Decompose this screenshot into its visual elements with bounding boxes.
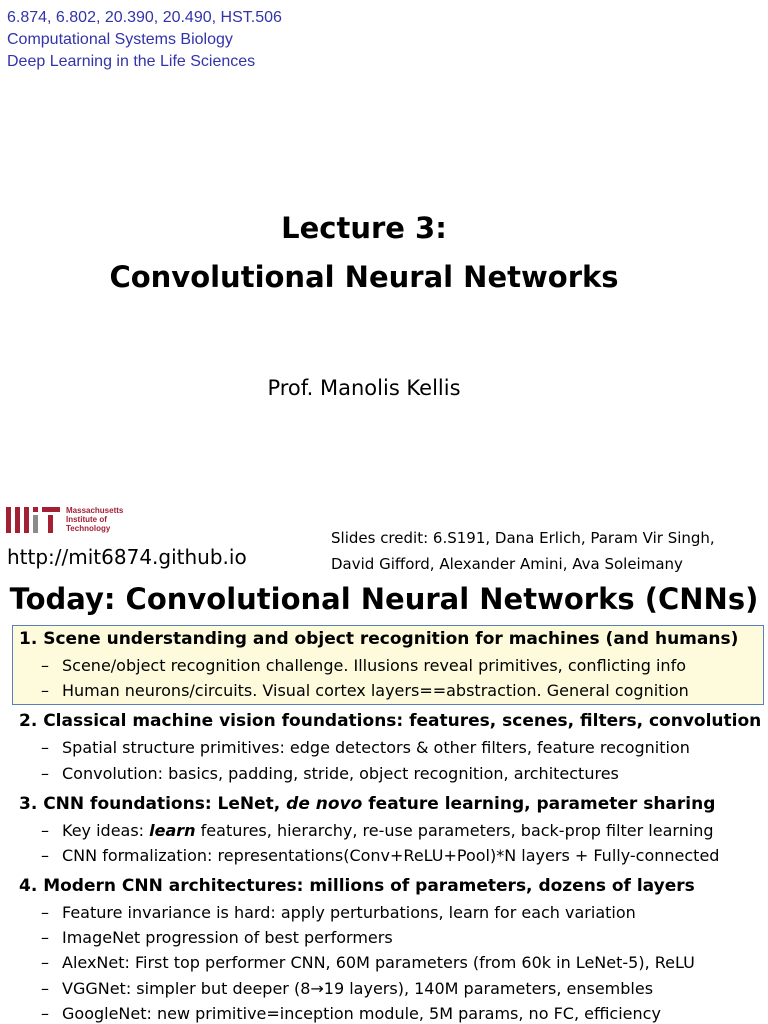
mit-wordmark-line: Technology — [66, 524, 111, 533]
heading-text: 3. CNN foundations: LeNet, — [19, 794, 287, 814]
bullet-item: – Scene/object recognition challenge. Illusions reveal primitives, conflicting info — [41, 656, 686, 675]
outline-title: Today: Convolutional Neural Networks (CNNs) — [9, 582, 759, 616]
bullet-item: – VGGNet: simpler but deeper (8→19 layers), 140M parameters, ensembles — [41, 979, 654, 998]
bullet-item: – Feature invariance is hard: apply perturbations, learn for each variation — [41, 903, 636, 922]
credit-line: Slides credit: 6.S191, Dana Erlich, Param Vir Singh, — [331, 529, 715, 547]
bullet-text: Human neurons/circuits. Visual cortex layers==abstraction. General cognition — [62, 681, 689, 700]
mit-wordmark-line: Massachusetts — [66, 506, 124, 515]
section-heading-3 — [19, 792, 715, 816]
bullet-text: CNN formalization: representations(Conv+ReLU+Pool)*N layers + Fully-connected — [62, 846, 720, 865]
heading-emphasis: de novo — [286, 794, 363, 814]
bullet-item: – ImageNet progression of best performers — [41, 928, 393, 947]
section-heading-2: 2. Classical machine vision foundations: features, scenes, filters, convolution — [19, 711, 762, 731]
course-url: http://mit6874.github.io — [7, 545, 247, 569]
bullet-text: AlexNet: First top performer CNN, 60M parameters (from 60k in LeNet-5), ReLU — [62, 953, 695, 972]
mit-logo-icon — [6, 507, 60, 533]
bullet-item: – Human neurons/circuits. Visual cortex layers==abstraction. General cognition — [41, 681, 689, 700]
section-heading-4: 4. Modern CNN architectures: millions of parameters, dozens of layers — [19, 876, 695, 896]
slide-outline — [0, 576, 768, 1024]
bullet-item: – Spatial structure primitives: edge detectors & other filters, feature recognition — [41, 738, 690, 757]
mit-wordmark — [66, 506, 123, 533]
section-heading-1: 1. Scene understanding and object recognition for machines (and humans) — [19, 629, 739, 649]
lecture-title: Convolutional Neural Networks — [109, 260, 619, 294]
mit-logo — [6, 506, 123, 533]
bullet-text: Scene/object recognition challenge. Illusions reveal primitives, conflicting info — [62, 656, 686, 675]
course-name-1: Computational Systems Biology — [7, 31, 233, 48]
bullet-item: – CNN formalization: representations(Conv+ReLU+Pool)*N layers + Fully-connected — [41, 846, 720, 865]
bullet-text: VGGNet: simpler but deeper (8→19 layers), 140M parameters, ensembles — [62, 979, 654, 998]
bullet-emphasis: learn — [149, 821, 196, 840]
course-codes: 6.874, 6.802, 20.390, 20.490, HST.506 — [7, 9, 282, 26]
credit-line: David Gifford, Alexander Amini, Ava Soleimany — [331, 555, 683, 573]
bullet-item: – AlexNet: First top performer CNN, 60M parameters (from 60k in LeNet-5), ReLU — [41, 953, 695, 972]
bullet-item: – GoogleNet: new primitive=inception module, 5M params, no FC, efficiency — [41, 1004, 661, 1023]
bullet-text: features, hierarchy, re-use parameters, back-prop filter learning — [195, 821, 714, 840]
course-name-2: Deep Learning in the Life Sciences — [7, 53, 256, 70]
bullet-item: – Convolution: basics, padding, stride, object recognition, architectures — [41, 764, 619, 783]
bullet-text: ImageNet progression of best performers — [62, 928, 393, 947]
professor-name: Prof. Manolis Kellis — [267, 376, 461, 400]
bullet-text: Key ideas: — [62, 821, 150, 840]
lecture-number: Lecture 3: — [281, 211, 447, 245]
bullet-item: – Key ideas: learn features, hierarchy, re-use parameters, back-prop filter learning — [41, 821, 714, 840]
bullet-text: Spatial structure primitives: edge detectors & other filters, feature recognition — [62, 738, 690, 757]
bullet-text: Feature invariance is hard: apply perturbations, learn for each variation — [62, 903, 636, 922]
mit-wordmark-line: Institute of — [66, 515, 107, 524]
bullet-text: Convolution: basics, padding, stride, object recognition, architectures — [62, 764, 619, 783]
slides-credit — [331, 525, 715, 576]
course-numbers — [7, 7, 282, 73]
bullet-text: GoogleNet: new primitive=inception module, 5M params, no FC, efficiency — [62, 1004, 661, 1023]
heading-text: feature learning, parameter sharing — [362, 794, 716, 814]
